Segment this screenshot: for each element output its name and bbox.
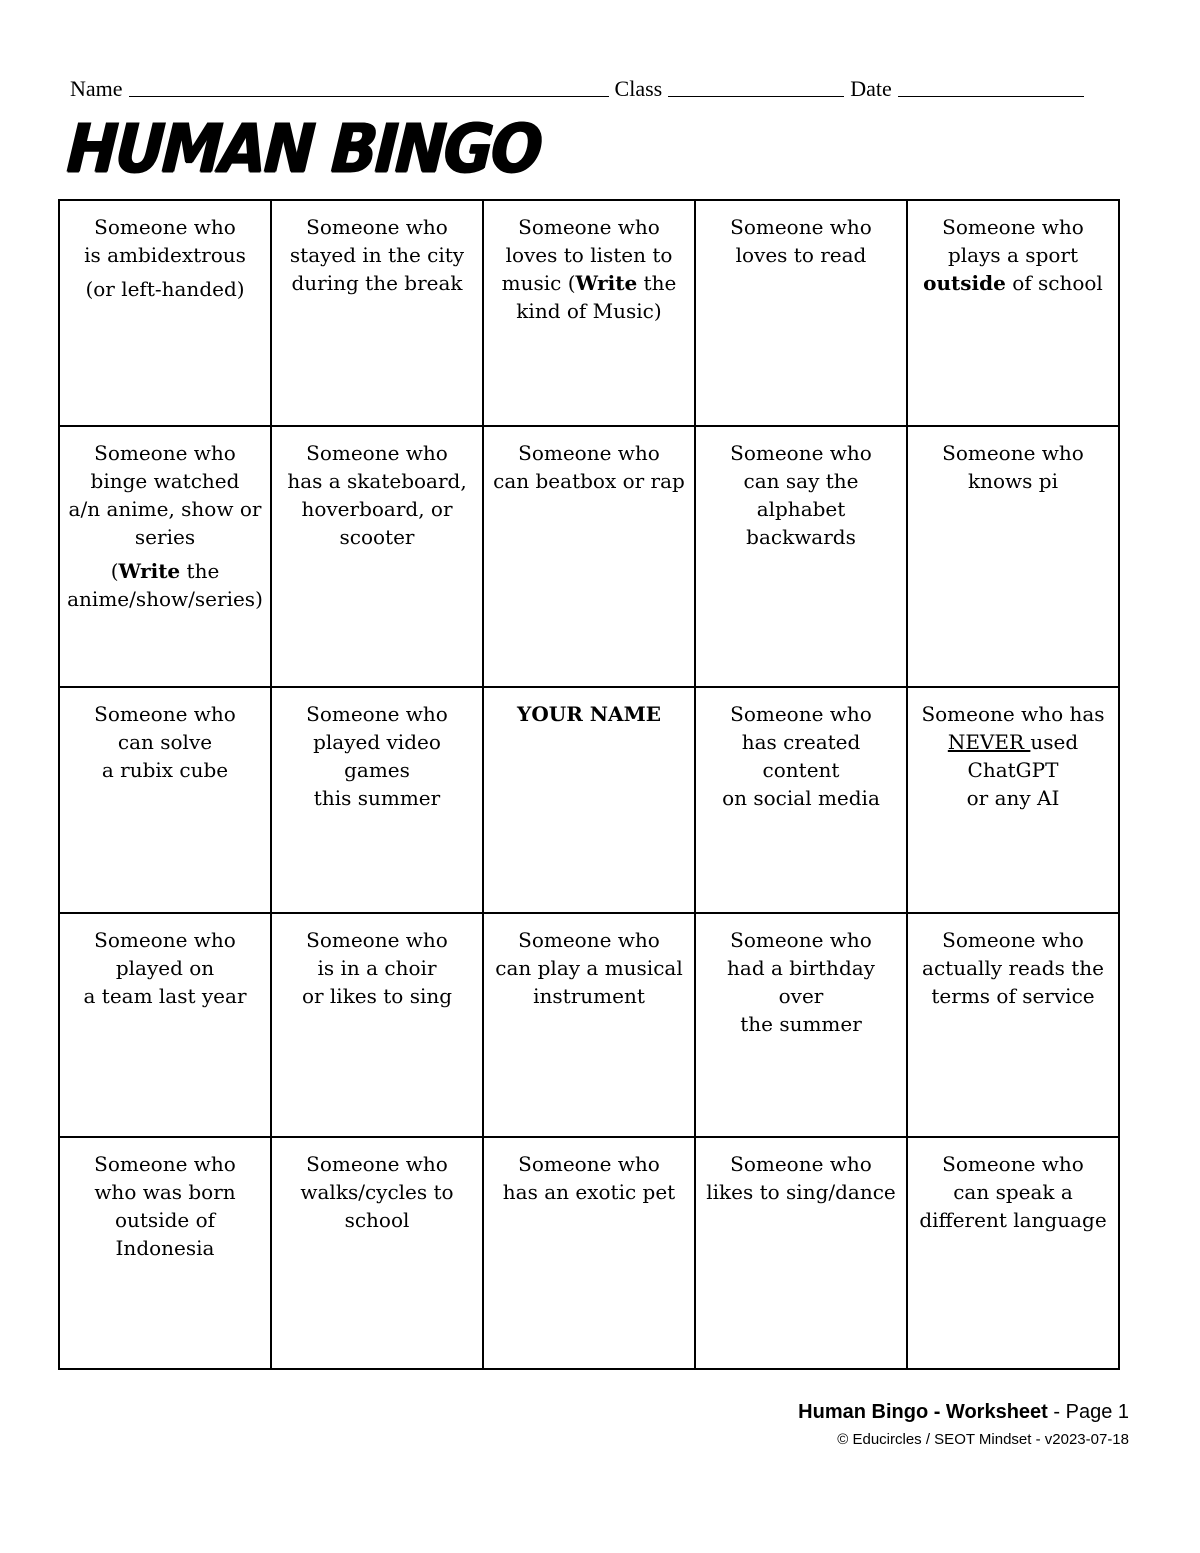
- cell-text: Someone who: [306, 928, 448, 952]
- cell-text: Someone who has: [921, 702, 1105, 726]
- cell-text: who was born: [94, 1180, 236, 1204]
- cell-text: [914, 728, 1112, 756]
- cell-text: scooter: [339, 525, 415, 549]
- cell-text: Someone who: [306, 215, 448, 239]
- cell-text: Someone who: [518, 215, 660, 239]
- cell-text-underlined: NEVER: [947, 730, 1031, 754]
- bingo-cell-stayed-in-city[interactable]: [271, 200, 483, 426]
- bingo-cell-terms-of-service[interactable]: [907, 913, 1119, 1137]
- cell-text: loves to listen to: [505, 243, 673, 267]
- bingo-cell-sing-dance[interactable]: [695, 1137, 907, 1369]
- free-space-label: YOUR NAME: [517, 702, 661, 726]
- cell-text: Someone who: [306, 1152, 448, 1176]
- cell-text: Someone who: [518, 928, 660, 952]
- cell-text: series: [134, 525, 196, 549]
- cell-text: can solve: [117, 730, 213, 754]
- cell-text-part: (: [110, 559, 119, 583]
- cell-text-part: used: [1030, 730, 1079, 754]
- cell-text: has a skateboard,: [287, 469, 467, 493]
- cell-text: Someone who: [730, 441, 872, 465]
- cell-text: or any AI: [966, 786, 1060, 810]
- cell-text: can play a musical: [495, 956, 683, 980]
- cell-text: likes to sing/dance: [706, 1180, 896, 1204]
- cell-text: ChatGPT: [967, 758, 1059, 782]
- footer-page-number: - Page 1: [1047, 1401, 1129, 1423]
- bingo-cell-birthday-summer[interactable]: [695, 913, 907, 1137]
- bingo-cell-loves-read[interactable]: [695, 200, 907, 426]
- date-blank[interactable]: [898, 74, 1084, 97]
- cell-text: the summer: [740, 1012, 862, 1036]
- bingo-cell-never-chatgpt[interactable]: [907, 687, 1119, 913]
- cell-text: Someone who: [730, 215, 872, 239]
- bingo-cell-alphabet-backwards[interactable]: [695, 426, 907, 687]
- cell-text: a/n anime, show or: [68, 497, 262, 521]
- footer-copyright: © Educircles / SEOT Mindset - v2023-07-18: [837, 1431, 1129, 1448]
- bingo-cell-beatbox[interactable]: [483, 426, 695, 687]
- cell-text: knows pi: [968, 469, 1058, 493]
- cell-text: alphabet backwards: [746, 497, 856, 549]
- cell-text: binge watched: [90, 469, 240, 493]
- cell-text: Someone who: [94, 215, 236, 239]
- cell-text: kind of Music): [516, 299, 662, 323]
- cell-text: hoverboard, or: [301, 497, 453, 521]
- cell-text: terms of service: [931, 984, 1095, 1008]
- cell-text: Indonesia: [115, 1236, 215, 1260]
- bingo-row-5: [59, 1137, 1119, 1369]
- cell-text: different language: [919, 1208, 1107, 1232]
- cell-text: can speak a: [953, 1180, 1073, 1204]
- cell-text: Someone who: [518, 441, 660, 465]
- cell-text: (or left-handed): [85, 277, 245, 301]
- cell-text-part: the: [637, 271, 677, 295]
- bingo-cell-plays-sport[interactable]: [907, 200, 1119, 426]
- bingo-grid: [58, 199, 1120, 1370]
- cell-text: Someone who: [942, 1152, 1084, 1176]
- cell-text: Someone who: [94, 702, 236, 726]
- cell-text-part: music (: [501, 271, 576, 295]
- cell-text: stayed in the city: [289, 243, 465, 267]
- bingo-cell-rubix-cube[interactable]: [59, 687, 271, 913]
- cell-text: Someone who: [94, 441, 236, 465]
- cell-text: [490, 269, 688, 297]
- cell-text: loves to read: [735, 243, 867, 267]
- cell-text: had a birthday over: [727, 956, 875, 1008]
- cell-text: Someone who: [730, 928, 872, 952]
- cell-text: anime/show/series): [67, 587, 263, 611]
- cell-text: is ambidextrous: [84, 243, 246, 267]
- date-label: Date: [850, 76, 892, 101]
- name-label: Name: [70, 76, 123, 101]
- cell-text: Someone who: [730, 702, 872, 726]
- bingo-cell-musical-instrument[interactable]: [483, 913, 695, 1137]
- cell-text: can say the: [743, 469, 859, 493]
- bingo-cell-video-games[interactable]: [271, 687, 483, 913]
- cell-text: Someone who: [518, 1152, 660, 1176]
- footer-title-bold: Human Bingo - Worksheet: [798, 1401, 1048, 1423]
- cell-text: played video games: [313, 730, 441, 782]
- cell-text: walks/cycles to: [300, 1180, 454, 1204]
- cell-text-bold: Write: [575, 271, 638, 295]
- bingo-cell-your-name[interactable]: [483, 687, 695, 913]
- cell-text: played on: [115, 956, 215, 980]
- cell-text: plays a sport: [947, 243, 1079, 267]
- bingo-row-1: [59, 200, 1119, 426]
- bingo-cell-social-media[interactable]: [695, 687, 907, 913]
- cell-text-bold: outside: [923, 271, 1006, 295]
- bingo-cell-knows-pi[interactable]: [907, 426, 1119, 687]
- cell-text: instrument: [533, 984, 645, 1008]
- bingo-row-4: [59, 913, 1119, 1137]
- bingo-row-3: [59, 687, 1119, 913]
- cell-text: Someone who: [94, 1152, 236, 1176]
- cell-text: Someone who: [942, 215, 1084, 239]
- cell-text: [914, 269, 1112, 297]
- footer-page-title: [798, 1401, 1129, 1424]
- cell-text: during the break: [291, 271, 463, 295]
- cell-text: has created content: [741, 730, 861, 782]
- bingo-cell-loves-music[interactable]: [483, 200, 695, 426]
- cell-text: a rubix cube: [101, 758, 229, 782]
- bingo-cell-team-last-year[interactable]: [59, 913, 271, 1137]
- bingo-cell-ambidextrous[interactable]: [59, 200, 271, 426]
- cell-text: has an exotic pet: [502, 1180, 676, 1204]
- cell-text: or likes to sing: [301, 984, 453, 1008]
- bingo-cell-binge-watched[interactable]: [59, 426, 271, 687]
- cell-text-bold: Write: [118, 559, 181, 583]
- bingo-cell-born-outside[interactable]: [59, 1137, 271, 1369]
- cell-text: Someone who: [730, 1152, 872, 1176]
- cell-text: Someone who: [306, 702, 448, 726]
- cell-text-part: the: [180, 559, 220, 583]
- cell-text: [66, 557, 264, 585]
- cell-text: can beatbox or rap: [493, 469, 685, 493]
- cell-text: a team last year: [83, 984, 247, 1008]
- name-blank[interactable]: [129, 74, 609, 97]
- bingo-cell-exotic-pet[interactable]: [483, 1137, 695, 1369]
- cell-text: on social media: [722, 786, 880, 810]
- cell-text: school: [344, 1208, 410, 1232]
- class-blank[interactable]: [668, 74, 844, 97]
- cell-text-part: of school: [1005, 271, 1103, 295]
- bingo-row-2: [59, 426, 1119, 687]
- cell-text: Someone who: [306, 441, 448, 465]
- cell-text: this summer: [313, 786, 441, 810]
- bingo-cell-skateboard[interactable]: [271, 426, 483, 687]
- cell-text: actually reads the: [922, 956, 1104, 980]
- bingo-cell-different-language[interactable]: [907, 1137, 1119, 1369]
- bingo-cell-walks-cycles[interactable]: [271, 1137, 483, 1369]
- class-label: Class: [614, 76, 663, 101]
- cell-text: outside of: [114, 1208, 216, 1232]
- cell-text: Someone who: [942, 441, 1084, 465]
- page-title: HUMAN BINGO: [65, 109, 543, 189]
- cell-text: is in a choir: [317, 956, 437, 980]
- worksheet-header: [70, 70, 1100, 102]
- bingo-cell-choir[interactable]: [271, 913, 483, 1137]
- cell-text: Someone who: [94, 928, 236, 952]
- cell-text: Someone who: [942, 928, 1084, 952]
